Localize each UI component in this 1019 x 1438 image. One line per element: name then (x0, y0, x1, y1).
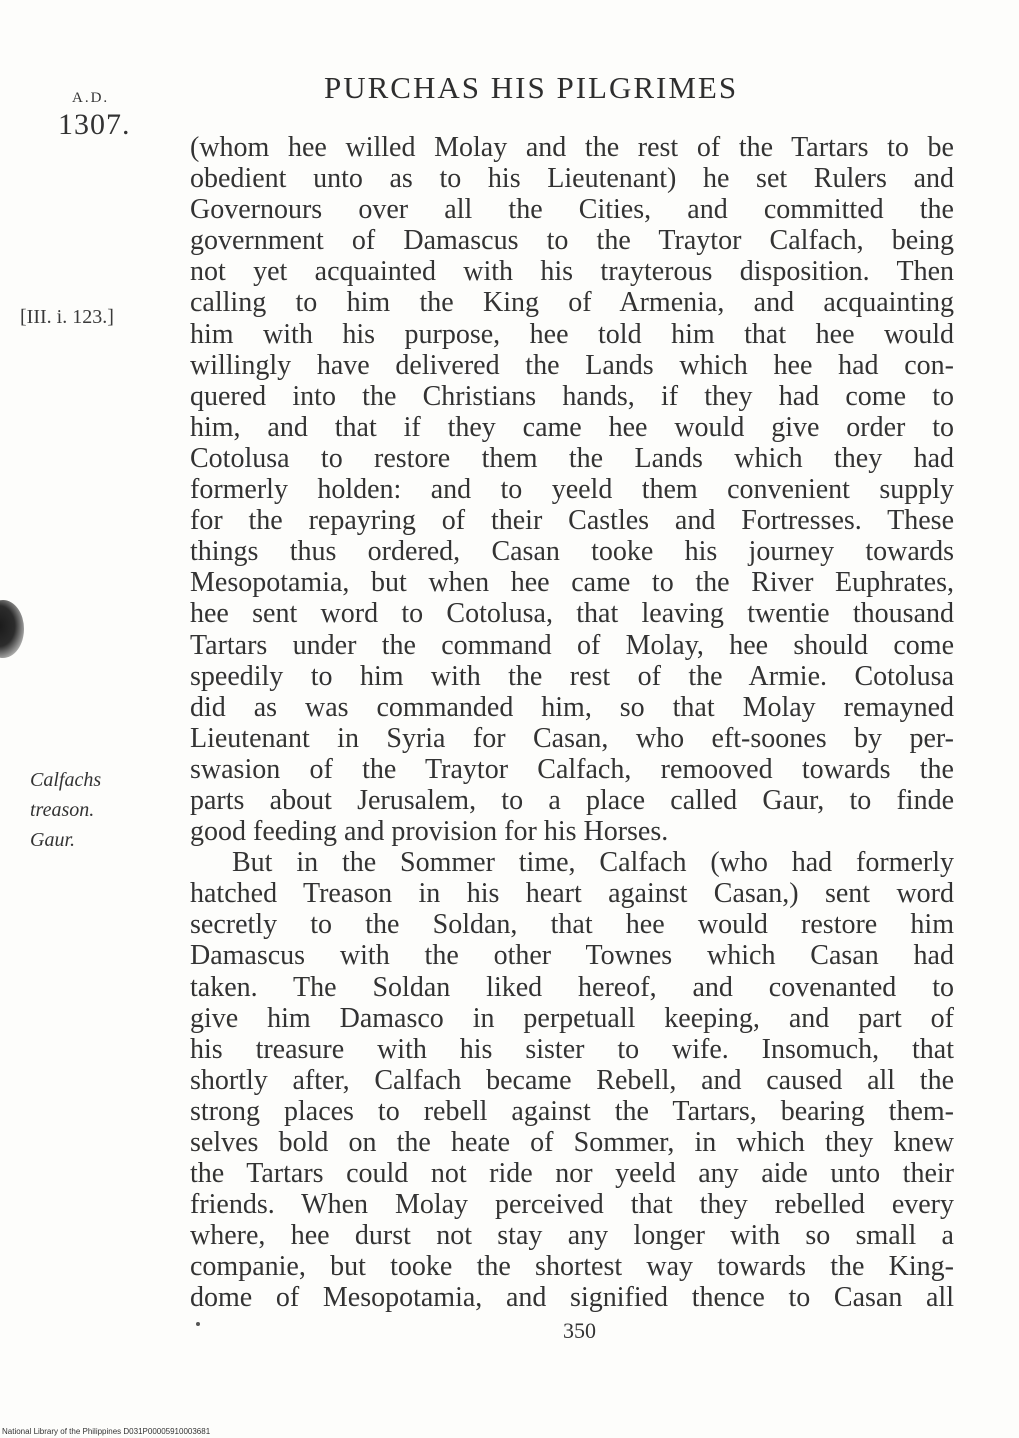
text-line: give him Damasco in perpetuall keeping, and part of (190, 1002, 954, 1034)
text-line: selves bold on the heate of Sommer, in which they knew (190, 1127, 954, 1158)
page-number: 350 (563, 1318, 596, 1343)
text-line: strong places to rebell against the Tartars, bearing them- (190, 1095, 954, 1127)
text-line: where, hee durst not stay any longer with so small a (190, 1220, 954, 1252)
text-line: hee sent word to Cotolusa, that leaving twentie thousand (190, 598, 954, 630)
text-line: willingly have delivered the Lands which hee had con- (190, 349, 954, 381)
thumb-smudge (0, 600, 24, 658)
text-line: Lieutenant in Syria for Casan, who eft-soones by per- (190, 722, 954, 754)
text-line: friends. When Molay perceived that they rebelled every (190, 1189, 954, 1221)
text-line: government of Damascus to the Traytor Calfach, being (190, 225, 954, 257)
text-line: Mesopotamia, but when hee came to the River Euphrates, (190, 567, 954, 599)
text-line: dome of Mesopotamia, and signified thence to Casan all (190, 1282, 954, 1314)
text-line: the Tartars could not ride nor yeeld any aide unto their (190, 1158, 954, 1190)
text-line: secretly to the Soldan, that hee would restore him (190, 909, 954, 941)
text-line: Governours over all the Cities, and committed the (190, 194, 954, 226)
text-line: shortly after, Calfach became Rebell, and caused all the (190, 1064, 954, 1096)
text-line: good feeding and provision for his Horses. (190, 816, 669, 848)
text-line: (whom hee willed Molay and the rest of the Tartars to be (190, 132, 954, 163)
text-line: swasion of the Traytor Calfach, remooved towards the (190, 753, 954, 785)
text-line: Tartars under the command of Molay, hee should come (190, 629, 954, 661)
text-line: Damascus with the other Townes which Casan had (190, 940, 954, 972)
text-line: not yet acquainted with his trayterous disposition. Then (190, 256, 954, 288)
margin-note: Gaur. (30, 829, 76, 851)
text-line: obedient unto as to his Lieutenant) he set Rulers and (190, 163, 954, 195)
margin-reference: [III. i. 123.] (20, 306, 114, 328)
text-line: taken. The Soldan liked hereof, and covenanted to (190, 971, 954, 1003)
text-line: him, and that if they came hee would give order to (190, 411, 954, 443)
text-line: things thus ordered, Casan tooke his journey towards (190, 536, 954, 568)
text-line: speedily to him with the rest of the Armie. Cotolusa (190, 660, 954, 692)
text-line: him with his purpose, hee told him that hee would (190, 318, 954, 350)
ad-label: A.D. (72, 90, 110, 106)
text-line: hatched Treason in his heart against Casan,) sent word (190, 878, 954, 910)
margin-note: Calfachs (30, 769, 102, 791)
text-line: for the repayring of their Castles and Fortresses. These (190, 505, 954, 537)
running-title: PURCHAS HIS PILGRIMES (324, 70, 739, 105)
text-line: did as was commanded him, so that Molay remayned (190, 691, 954, 723)
margin-notes (30, 765, 101, 855)
margin-note: treason. (30, 799, 95, 821)
text-line: calling to him the King of Armenia, and acquainting (190, 287, 954, 319)
year-label: 1307. (58, 108, 131, 141)
text-line: formerly holden: and to yeeld them convenient supply (190, 474, 954, 506)
scan-credit: National Library of the Philippines D031P00005910003681 (2, 1427, 211, 1436)
body-text (190, 132, 954, 1314)
text-line: quered into the Christians hands, if they had come to (190, 380, 954, 412)
text-line: companie, but tooke the shortest way towards the King- (190, 1251, 954, 1283)
text-line: parts about Jerusalem, to a place called Gaur, to finde (190, 784, 954, 816)
text-line: his treasure with his sister to wife. Insomuch, that (190, 1033, 954, 1065)
text-line: But in the Sommer time, Calfach (who had formerly (232, 847, 954, 879)
text-line: Cotolusa to restore them the Lands which they had (190, 442, 954, 474)
bullet-mark (196, 1322, 200, 1326)
